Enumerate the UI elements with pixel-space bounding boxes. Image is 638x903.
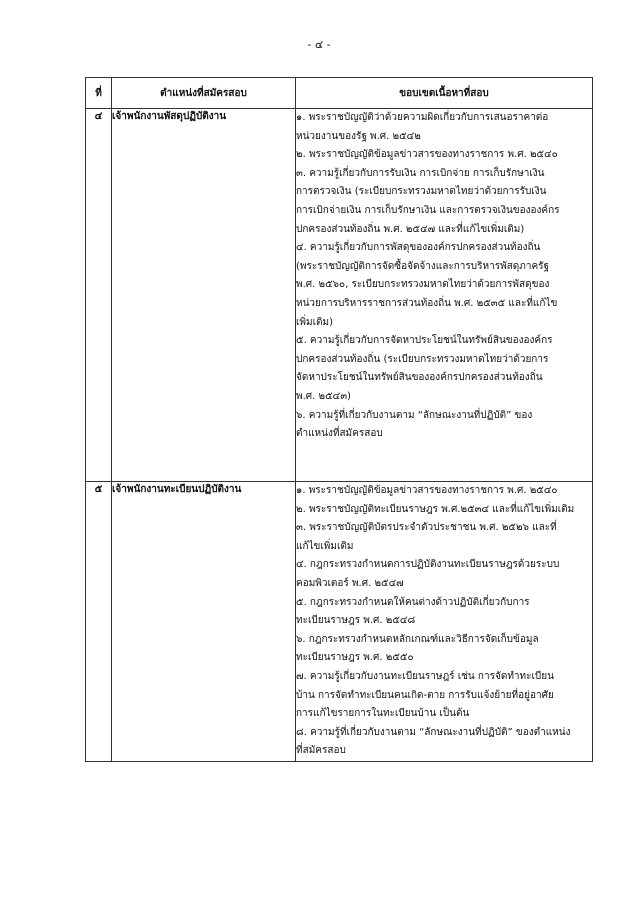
scope-line: แก้ไขเพิ่มเติม — [296, 540, 354, 552]
scope-content — [296, 109, 593, 482]
scope-line: ๒. พระราชบัญญัติทะเบียนราษฎร พ.ศ.๒๕๓๔ และที่แก้ไขเพิ่มเติม — [296, 503, 575, 515]
exam-scope-table — [85, 77, 593, 762]
scope-line: คอมพิวเตอร์ พ.ศ. ๒๕๔๗ — [296, 577, 404, 589]
scope-line: ทะเบียนราษฎร พ.ศ. ๒๕๕๐ — [296, 652, 414, 664]
scope-line: ที่สมัครสอบ — [296, 745, 346, 757]
table-row — [86, 482, 593, 762]
scope-line: ทะเบียนราษฎร พ.ศ. ๒๕๔๘ — [296, 615, 416, 627]
scope-line: ๑. พระราชบัญญัติข้อมูลข่าวสารของทางราชการ พ.ศ. ๒๕๔๐ — [296, 485, 558, 496]
row-number: ๔ — [86, 109, 112, 482]
scope-line: ตำแหน่งที่สมัครสอบ — [296, 428, 383, 440]
table-row — [86, 109, 593, 482]
scope-line: การตรวจเงิน (ระเบียบกระทรวงมหาดไทยว่าด้วยการรับเงิน — [296, 186, 547, 198]
scope-line: เพิ่มเติม) — [296, 316, 334, 328]
scope-line: ปกครองส่วนท้องถิ่น พ.ศ. ๒๕๔๗ และที่แก้ไขเพิ่มเติม) — [296, 223, 525, 235]
row-number: ๕ — [86, 482, 112, 762]
position-name: เจ้าพนักงานพัสดุปฏิบัติงาน — [112, 109, 296, 482]
scope-line: หน่วยงานของรัฐ พ.ศ. ๒๕๔๒ — [296, 130, 421, 142]
scope-line: ๑. พระราชบัญญัติว่าด้วยความผิดเกี่ยวกับการเสนอราคาต่อ — [296, 112, 549, 123]
scope-content — [296, 482, 593, 762]
scope-line: ๕. กฎกระทรวงกำหนดให้คนต่างด้าวปฏิบัติเกี่ยวกับการ — [296, 596, 530, 608]
scope-line: ๔. ความรู้เกี่ยวกับการพัสดุขององค์กรปกครองส่วนท้องถิ่น — [296, 242, 541, 254]
page-number: - ๔ - — [307, 38, 331, 51]
column-header-no: ที่ — [86, 78, 112, 109]
column-header-scope: ขอบเขตเนื้อหาที่สอบ — [296, 78, 593, 109]
scope-line: ปกครองส่วนท้องถิ่น (ระเบียบกระทรวงมหาดไทยว่าด้วยการ — [296, 353, 549, 365]
position-name: เจ้าพนักงานทะเบียนปฏิบัติงาน — [112, 482, 296, 762]
table-header-row — [86, 78, 593, 109]
scope-line: จัดหาประโยชน์ในทรัพย์สินขององค์กรปกครองส่วนท้องถิ่น — [296, 372, 543, 384]
scope-line: การแก้ไขรายการในทะเบียนบ้าน เป็นต้น — [296, 708, 470, 720]
scope-line: ๕. ความรู้เกี่ยวกับการจัดหาประโยชน์ในทรัพย์สินขององค์กร — [296, 335, 553, 347]
scope-line: การเบิกจ่ายเงิน การเก็บรักษาเงิน และการตรวจเงินขององค์กร — [296, 204, 560, 216]
scope-line: (พระราชบัญญัติการจัดซื้อจัดจ้างและการบริหารพัสดุภาครัฐ — [296, 260, 550, 272]
scope-line: ๓. พระราชบัญญัติบัตรประจำตัวประชาชน พ.ศ. ๒๕๒๖ และที่ — [296, 522, 557, 534]
scope-line: ๘. ความรู้ที่เกี่ยวกับงานตาม “ลักษณะงานที่ปฏิบัติ” ของตำแหน่ง — [296, 726, 571, 738]
scope-line: ๒. พระราชบัญญัติข้อมูลข่าวสารของทางราชการ พ.ศ. ๒๕๔๐ — [296, 149, 558, 161]
scope-line: ๖. ความรู้ที่เกี่ยวกับงานตาม “ลักษณะงานที่ปฏิบัติ” ของ — [296, 409, 533, 421]
scope-line: ๓. ความรู้เกี่ยวกับการรับเงิน การเบิกจ่าย การเก็บรักษาเงิน — [296, 167, 545, 179]
scope-line: ๔. กฎกระทรวงกำหนดการปฏิบัติงานทะเบียนราษฎรด้วยระบบ — [296, 559, 560, 571]
scope-line: ๖. กฎกระทรวงกำหนดหลักเกณฑ์และวิธีการจัดเก็บข้อมูล — [296, 633, 539, 645]
scope-line: หน่วยการบริหารราชการส่วนท้องถิ่น พ.ศ. ๒๕๓๕ และที่แก้ไข — [296, 297, 558, 309]
scope-line: ๗. ความรู้เกี่ยวกับงานทะเบียนราษฎร์ เช่น การจัดทำทะเบียน — [296, 670, 554, 682]
scope-line: พ.ศ. ๒๕๖๐, ระเบียบกระทรวงมหาดไทยว่าด้วยการพัสดุของ — [296, 279, 550, 291]
scope-line: บ้าน การจัดทำทะเบียนคนเกิด-ตาย การรับแจ้งย้ายที่อยู่อาศัย — [296, 689, 554, 701]
column-header-position: ตำแหน่งที่สมัครสอบ — [112, 78, 296, 109]
scope-line: พ.ศ. ๒๕๔๓) — [296, 390, 351, 402]
